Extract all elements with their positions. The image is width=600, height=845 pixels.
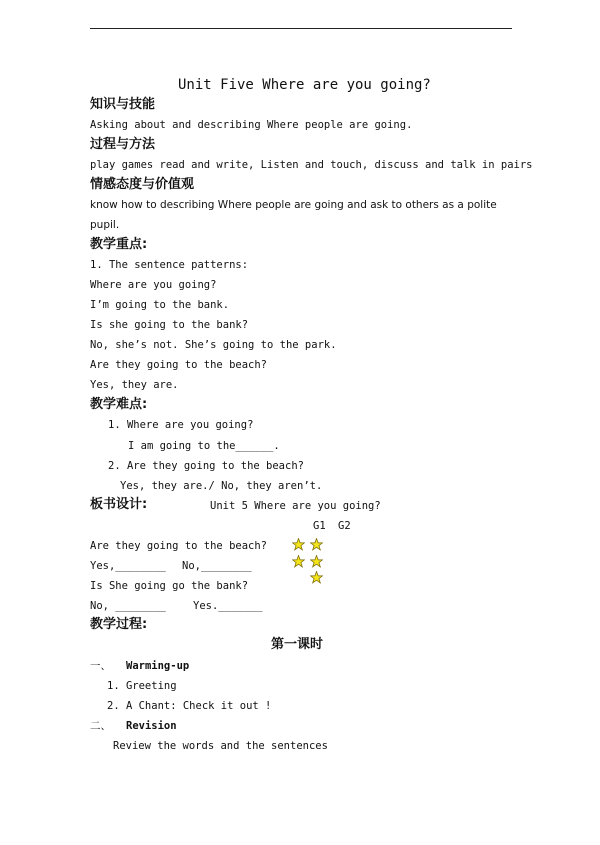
board-line: Are they going to the beach? — [90, 540, 268, 552]
difficulty-line: Yes, they are./ No, they aren’t. — [120, 480, 323, 492]
key-point-line: 1. The sentence patterns: — [90, 259, 249, 271]
step-item: 1. Greeting — [107, 680, 177, 692]
step-number: 二、 — [90, 720, 111, 732]
process-text: play games read and write, Listen and touch, discuss and talk in pairs — [90, 159, 533, 171]
difficulty-line: 1. Where are you going? — [108, 419, 254, 431]
star-icon — [310, 538, 323, 551]
step-item: 2. A Chant: Check it out ! — [107, 700, 272, 712]
knowledge-text: Asking about and describing Where people are going. — [90, 119, 413, 131]
star-icon — [310, 571, 323, 584]
key-point-line: Yes, they are. — [90, 379, 179, 391]
key-point-line: Are they going to the beach? — [90, 359, 268, 371]
board-title: Unit 5 Where are you going? — [210, 500, 381, 512]
section-heading-attitude: 情感态度与价值观 — [90, 177, 195, 192]
board-line: No,________ — [182, 560, 252, 572]
key-point-line: Where are you going? — [90, 279, 217, 291]
key-point-line: Is she going to the bank? — [90, 319, 249, 331]
page-title: Unit Five Where are you going? — [178, 77, 431, 93]
header-rule — [90, 28, 512, 29]
board-group-g1: G1 — [313, 520, 326, 532]
difficulty-line: I am going to the______. — [128, 440, 280, 452]
board-line: Yes._______ — [193, 600, 263, 612]
attitude-text-line1: know how to describing Where people are going and ask to others as a polite — [90, 199, 497, 211]
key-point-line: I’m going to the bank. — [90, 299, 230, 311]
star-icon — [292, 538, 305, 551]
section-heading-difficulties: 教学难点: — [90, 397, 148, 412]
board-line: Is She going go the bank? — [90, 580, 249, 592]
star-icon — [310, 555, 323, 568]
board-line: Yes,________ — [90, 560, 166, 572]
section-heading-process: 过程与方法 — [90, 137, 156, 152]
star-icon — [292, 555, 305, 568]
step-number: 一、 — [90, 660, 111, 672]
section-heading-knowledge: 知识与技能 — [90, 97, 156, 112]
attitude-text-line2: pupil. — [90, 219, 120, 231]
section-heading-board: 板书设计: — [90, 497, 148, 512]
step-title-revision: Revision — [126, 720, 177, 732]
board-line: No, ________ — [90, 600, 166, 612]
step-title-warming-up: Warming-up — [126, 660, 190, 672]
difficulty-line: 2. Are they going to the beach? — [108, 460, 304, 472]
section-heading-key-points: 教学重点: — [90, 237, 148, 252]
section-heading-procedure: 教学过程: — [90, 617, 148, 632]
board-group-g2: G2 — [338, 520, 351, 532]
revision-text: Review the words and the sentences — [113, 740, 328, 752]
key-point-line: No, she’s not. She’s going to the park. — [90, 339, 337, 351]
lesson-title: 第一课时 — [271, 637, 324, 652]
